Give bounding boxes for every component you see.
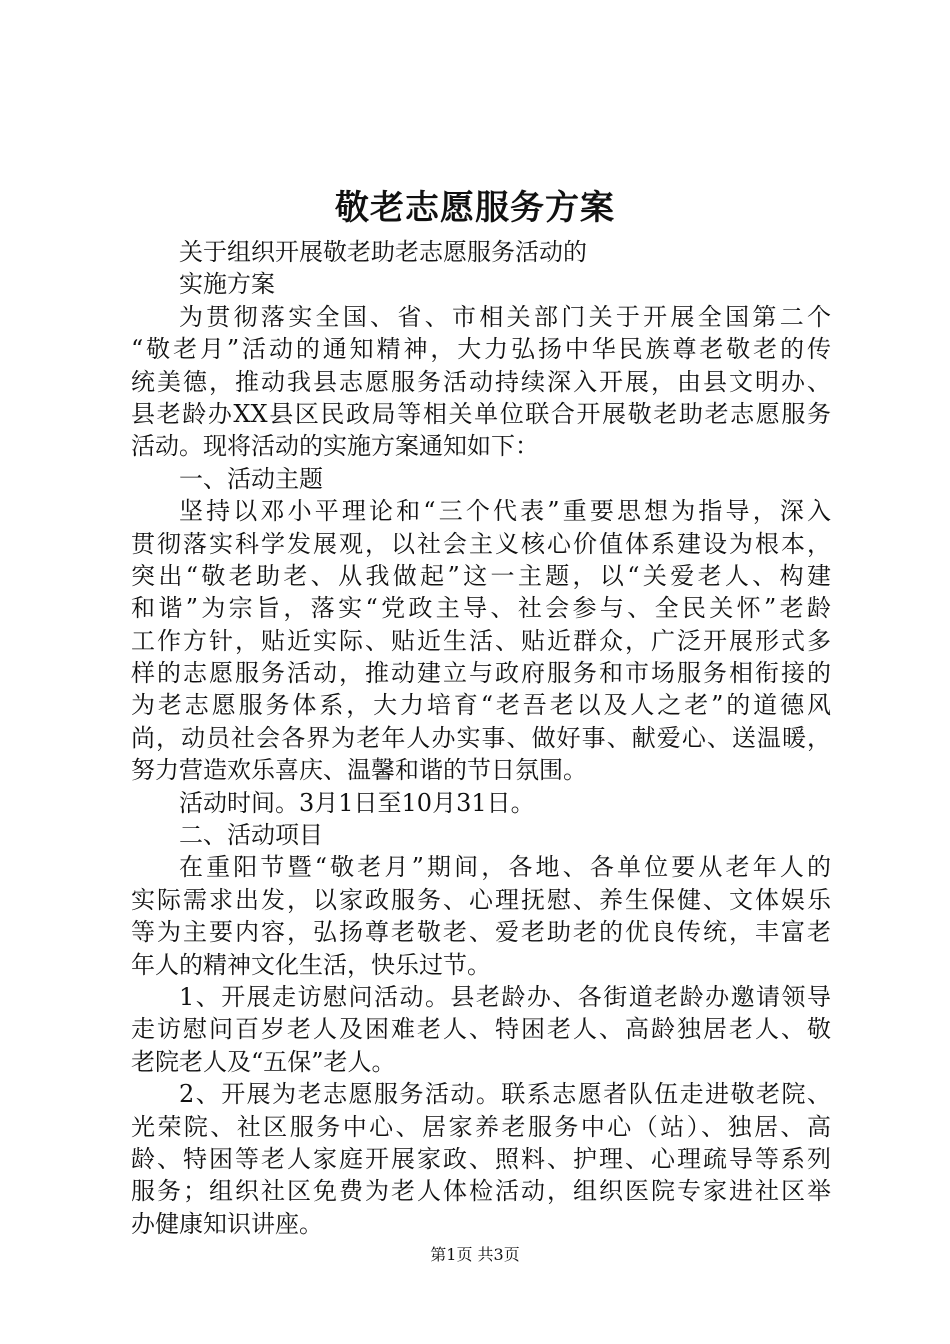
body-line: 样的志愿服务活动，推动建立与政府服务和市场服务相衔接的 bbox=[131, 659, 831, 688]
body-line: 实际需求出发，以家政服务、心理抚慰、养生保健、文体娱乐 bbox=[131, 885, 831, 914]
document-title: 敬老志愿服务方案 bbox=[335, 188, 615, 228]
body-line: 一、活动主题 bbox=[179, 464, 323, 493]
body-line: 活动时间。3月1日至10月31日。 bbox=[179, 788, 535, 817]
body-line: 和谐”为宗旨，落实“党政主导、社会参与、全民关怀”老龄 bbox=[131, 594, 831, 623]
document-body bbox=[131, 236, 831, 1240]
body-line: 光荣院、社区服务中心、居家养老服务中心（站）、独居、高 bbox=[131, 1112, 831, 1141]
body-line: 二、活动项目 bbox=[179, 821, 323, 850]
body-line: 活动。现将活动的实施方案通知如下： bbox=[131, 432, 539, 461]
body-line: 统美德，推动我县志愿服务活动持续深入开展，由县文明办、 bbox=[131, 367, 831, 396]
body-line: 办健康知识讲座。 bbox=[131, 1209, 323, 1238]
body-line: 突出“敬老助老、从我做起”这一主题，以“关爱老人、构建 bbox=[131, 561, 831, 590]
body-line: 在重阳节暨“敬老月”期间，各地、各单位要从老年人的 bbox=[179, 853, 831, 882]
body-line: 为贯彻落实全国、省、市相关部门关于开展全国第二个 bbox=[179, 302, 831, 331]
body-line: 工作方针，贴近实际、贴近生活、贴近群众，广泛开展形式多 bbox=[131, 626, 831, 655]
body-line: 年人的精神文化生活，快乐过节。 bbox=[131, 950, 491, 979]
body-line: 等为主要内容，弘扬尊老敬老、爱老助老的优良传统，丰富老 bbox=[131, 918, 831, 947]
body-line: 为老志愿服务体系，大力培育“老吾老以及人之老”的道德风 bbox=[131, 691, 831, 720]
page-footer: 第1页 共3页 bbox=[430, 1245, 520, 1264]
body-line: “敬老月”活动的通知精神，大力弘扬中华民族尊老敬老的传 bbox=[131, 335, 831, 364]
body-line: 坚持以邓小平理论和“三个代表”重要思想为指导，深入 bbox=[179, 497, 831, 526]
body-line: 尚，动员社会各界为老年人办实事、做好事、献爱心、送温暖， bbox=[131, 723, 831, 752]
body-line: 县老龄办XX县区民政局等相关单位联合开展敬老助老志愿服务 bbox=[131, 399, 831, 428]
body-line: 龄、特困等老人家庭开展家政、照料、护理、心理疏导等系列 bbox=[131, 1144, 831, 1173]
body-line: 关于组织开展敬老助老志愿服务活动的 bbox=[179, 238, 587, 266]
body-line: 1、开展走访慰问活动。县老龄办、各街道老龄办邀请领导 bbox=[179, 982, 831, 1011]
body-line: 老院老人及“五保”老人。 bbox=[131, 1047, 396, 1076]
body-line: 服务；组织社区免费为老人体检活动，组织医院专家进社区举 bbox=[131, 1177, 831, 1206]
body-line: 2、开展为老志愿服务活动。联系志愿者队伍走进敬老院、 bbox=[179, 1080, 831, 1109]
body-line: 努力营造欢乐喜庆、温馨和谐的节日氛围。 bbox=[131, 756, 587, 785]
body-line: 走访慰问百岁老人及困难老人、特困老人、高龄独居老人、敬 bbox=[131, 1015, 831, 1044]
body-line: 贯彻落实科学发展观，以社会主义核心价值体系建设为根本， bbox=[131, 529, 831, 558]
body-line: 实施方案 bbox=[179, 270, 275, 299]
